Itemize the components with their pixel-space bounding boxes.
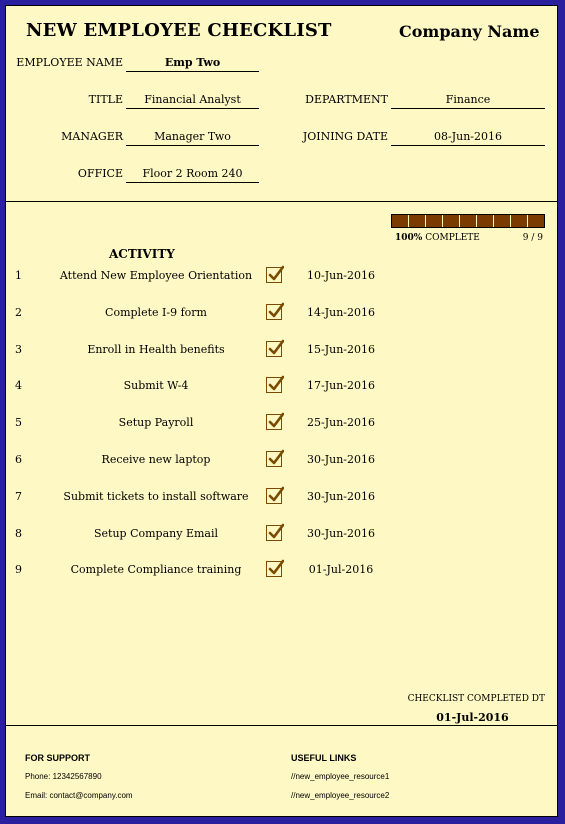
- item-task: Enroll in Health benefits: [87, 342, 225, 356]
- joining-date-label: JOINING DATE: [302, 130, 388, 143]
- progress-bar: [391, 214, 545, 228]
- list-item: [6, 525, 559, 545]
- employee-name-label: EMPLOYEE NAME: [16, 56, 123, 69]
- item-checkbox[interactable]: [266, 341, 282, 357]
- item-task: Setup Company Email: [93, 526, 218, 540]
- item-task: Attend New Employee Orientation: [59, 269, 253, 282]
- resource-link-2[interactable]: //new_employee_resource2: [291, 791, 390, 800]
- progress-segment: [443, 215, 460, 227]
- item-date: 30-Jun-2016: [306, 526, 375, 540]
- item-checkbox[interactable]: [266, 525, 282, 541]
- progress-count: 9 / 9: [522, 233, 543, 243]
- item-checkbox[interactable]: [266, 267, 282, 283]
- item-task: Receive new laptop: [101, 453, 211, 466]
- item-number: 6: [15, 453, 22, 466]
- list-item: [6, 377, 559, 397]
- checkmark-icon: [268, 302, 284, 320]
- title-label: TITLE: [88, 93, 123, 106]
- item-number: 9: [15, 563, 22, 577]
- item-number: 1: [15, 269, 22, 282]
- resource-link-1[interactable]: //new_employee_resource1: [291, 772, 390, 781]
- list-item: [6, 304, 559, 324]
- progress-segment: [494, 215, 511, 227]
- item-number: 3: [15, 342, 22, 356]
- item-checkbox[interactable]: [266, 488, 282, 504]
- joining-date-value[interactable]: 08-Jun-2016: [391, 130, 545, 146]
- checklist-sheet: [5, 5, 558, 817]
- item-date: 01-Jul-2016: [308, 563, 374, 577]
- checkmark-icon: [268, 339, 284, 357]
- useful-links-heading: USEFUL LINKS: [291, 753, 357, 763]
- item-date: 30-Jun-2016: [306, 489, 375, 503]
- item-checkbox[interactable]: [266, 304, 282, 320]
- item-date: 17-Jun-2016: [306, 379, 375, 393]
- progress-segment: [511, 215, 528, 227]
- item-number: 8: [15, 526, 22, 540]
- checkmark-icon: [268, 265, 284, 283]
- department-label: DEPARTMENT: [305, 93, 388, 106]
- item-checkbox[interactable]: [266, 377, 282, 393]
- item-task: Complete I-9 form: [105, 305, 207, 319]
- checkmark-icon: [268, 523, 284, 541]
- item-date: 14-Jun-2016: [306, 305, 375, 319]
- list-item: [6, 267, 559, 287]
- item-checkbox[interactable]: [266, 414, 282, 430]
- item-checkbox[interactable]: [266, 561, 282, 577]
- footer-divider: [6, 725, 557, 726]
- list-item: [6, 561, 559, 581]
- page-title: NEW EMPLOYEE CHECKLIST: [26, 20, 332, 41]
- item-number: 7: [15, 489, 22, 503]
- manager-label: MANAGER: [61, 130, 123, 143]
- support-email[interactable]: Email: contact@company.com: [25, 791, 133, 800]
- item-date: 25-Jun-2016: [306, 416, 375, 430]
- item-number: 2: [15, 305, 22, 319]
- progress-complete-label: COMPLETE: [425, 233, 480, 243]
- item-number: 4: [15, 379, 22, 393]
- completed-date: 01-Jul-2016: [436, 711, 509, 724]
- header-divider: [6, 201, 557, 202]
- list-item: [6, 451, 559, 471]
- office-value[interactable]: Floor 2 Room 240: [126, 167, 259, 183]
- progress-segment: [460, 215, 477, 227]
- item-task: Complete Compliance training: [70, 563, 242, 577]
- checkmark-icon: [268, 412, 284, 430]
- checkmark-icon: [268, 375, 284, 393]
- progress-percent: 100%: [395, 233, 423, 243]
- employee-name-value[interactable]: Emp Two: [126, 56, 259, 72]
- item-date: 30-Jun-2016: [306, 453, 375, 466]
- progress-segment: [477, 215, 494, 227]
- support-phone[interactable]: Phone: 12342567890: [25, 772, 102, 781]
- progress-segment: [392, 215, 409, 227]
- item-task: Submit tickets to install software: [63, 489, 249, 503]
- item-date: 15-Jun-2016: [306, 342, 375, 356]
- department-value[interactable]: Finance: [391, 93, 545, 109]
- list-item: [6, 414, 559, 434]
- title-value[interactable]: Financial Analyst: [126, 93, 259, 109]
- item-date: 10-Jun-2016: [306, 269, 375, 282]
- support-heading: FOR SUPPORT: [25, 753, 91, 763]
- checkmark-icon: [268, 449, 284, 467]
- office-label: OFFICE: [77, 167, 123, 180]
- item-number: 5: [15, 416, 22, 430]
- completed-label: CHECKLIST COMPLETED DT: [407, 694, 545, 704]
- progress-segment: [409, 215, 426, 227]
- progress-readout: [395, 233, 480, 243]
- activity-heading: ACTIVITY: [109, 247, 175, 261]
- list-item: [6, 488, 559, 508]
- item-checkbox[interactable]: [266, 451, 282, 467]
- checkmark-icon: [268, 559, 284, 577]
- item-task: Submit W-4: [123, 379, 189, 393]
- manager-value[interactable]: Manager Two: [126, 130, 259, 146]
- item-task: Setup Payroll: [118, 416, 194, 430]
- progress-segment: [528, 215, 544, 227]
- progress-segment: [426, 215, 443, 227]
- checkmark-icon: [268, 486, 284, 504]
- list-item: [6, 341, 559, 361]
- company-name: Company Name: [399, 22, 540, 41]
